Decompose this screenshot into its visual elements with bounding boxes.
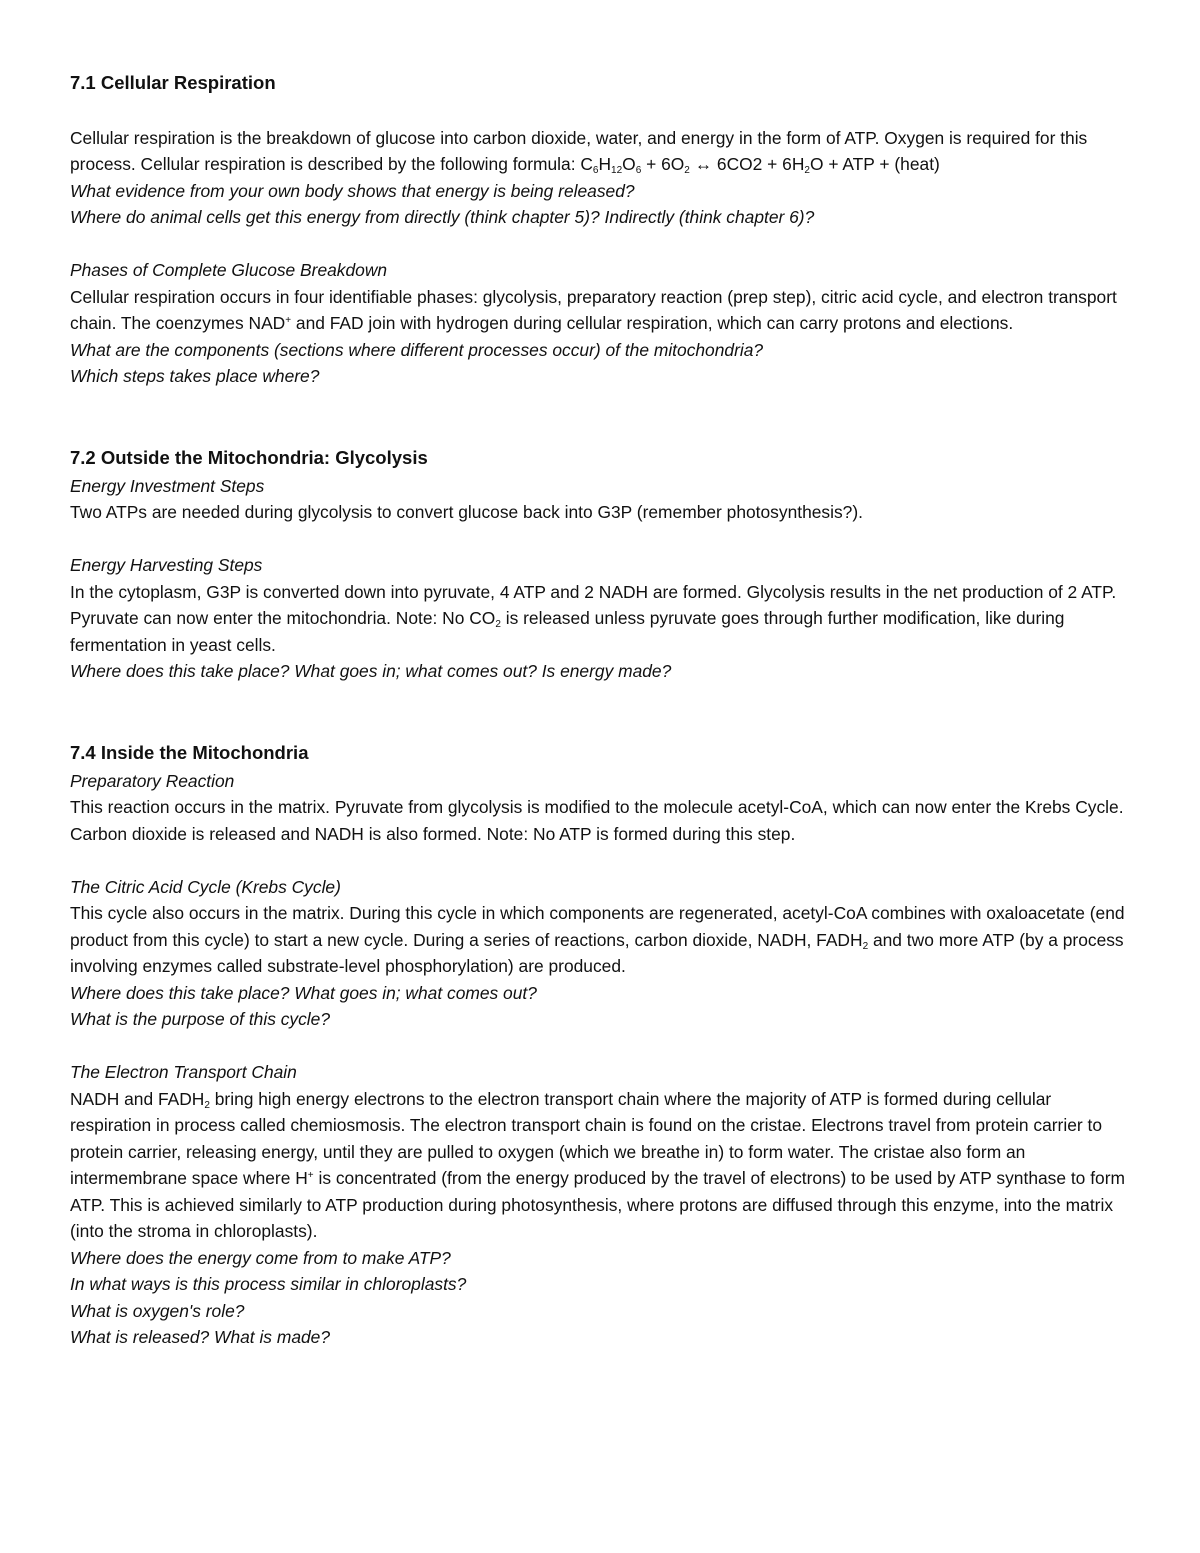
question: In what ways is this process similar in chloroplasts? bbox=[70, 1274, 467, 1294]
question: What is released? What is made? bbox=[70, 1327, 331, 1347]
section-heading-7-4: 7.4 Inside the Mitochondria bbox=[70, 741, 309, 763]
question: Which steps takes place where? bbox=[70, 366, 320, 386]
paragraph-energy-harvesting: In the cytoplasm, G3P is converted down into pyruvate, 4 ATP and 2 NADH are formed. Glycolysis results in the net production of 2 ATP. Pyruvate can now enter the mitochondria. Note: No $CO_2$ is released unless pyruvate goes through further modification, like during fermentation in yeast cells. bbox=[70, 581, 1117, 655]
subsection-title: Energy Investment Steps bbox=[70, 475, 265, 496]
section-heading-7-2: 7.2 Outside the Mitochondria: Glycolysis bbox=[70, 446, 428, 468]
paragraph-energy-investment: Two ATPs are needed during glycolysis to convert glucose back into G3P (remember photosynthesis?). bbox=[70, 502, 863, 522]
question: Where does the energy come from to make ATP? bbox=[70, 1247, 451, 1268]
paragraph-electron-transport-chain: NADH and $FADH_2$ bring high energy electrons to the electron transport chain where the majority of ATP is formed during cellular respiration in process called chemiosmosis. The electron transport chain is found on the cristae. Electrons travel from protein carrier to protein carrier, releasing energy, until they are pulled to oxygen (which we breathe in) to form water. The cristae also form an intermembrane space where H+ is concentrated (from the energy produced by the travel of electrons) to be used by ATP synthase to form ATP. This is achieved similarly to ATP production during photosynthesis, where protons are diffused through this enzyme, into the matrix (into the stroma in chloroplasts). bbox=[70, 1088, 1125, 1241]
question: Where does this take place? What goes in; what comes out? Is energy made? bbox=[70, 661, 672, 681]
subsection-title: Preparatory Reaction bbox=[70, 770, 235, 791]
question: Where does this take place? What goes in; what comes out? bbox=[70, 982, 537, 1003]
subsection-title: Energy Harvesting Steps bbox=[70, 555, 263, 575]
question: What is the purpose of this cycle? bbox=[70, 1009, 331, 1029]
paragraph-respiration-formula: Cellular respiration is the breakdown of glucose into carbon dioxide, water, and energy in the form of ATP. Oxygen is required for this process. Cellular respiration is described by the following formula: $C_6H_{12}O_6 + 6O_2$ ↔ $6CO2 + 6H_2O$ + ATP + (heat) bbox=[70, 127, 1088, 176]
paragraph-phases: Cellular respiration occurs in four identifiable phases: glycolysis, preparatory reaction (prep step), citric acid cycle, and electron transport chain. The coenzymes NAD+ and FAD join with hydrogen during cellular respiration, which can carry protons and elections. bbox=[70, 286, 1117, 333]
question: What are the components (sections where different processes occur) of the mitochondria? bbox=[70, 339, 764, 360]
subsection-title: The Electron Transport Chain bbox=[70, 1062, 297, 1082]
paragraph-preparatory-reaction: This reaction occurs in the matrix. Pyruvate from glycolysis is modified to the molecule acetyl-CoA, which can now enter the Krebs Cycle. Carbon dioxide is released and NADH is also formed. Note: No ATP is formed during this step. bbox=[70, 797, 1124, 844]
question: What is oxygen's role? bbox=[70, 1300, 245, 1321]
subsection-title: Phases of Complete Glucose Breakdown bbox=[70, 260, 388, 280]
section-heading-7-1: 7.1 Cellular Respiration bbox=[70, 72, 276, 93]
paragraph-citric-acid-cycle: This cycle also occurs in the matrix. During this cycle in which components are regenerated, acetyl-CoA combines with oxaloacetate (end product from this cycle) to start a new cycle. During a series of reactions, carbon dioxide, NADH, $FADH_2$ and two more ATP (by a process involving enzymes called substrate-level phosphorylation) are produced. bbox=[70, 903, 1125, 976]
question: What evidence from your own body shows that energy is being released? bbox=[70, 180, 635, 201]
question: Where do animal cells get this energy from directly (think chapter 5)? Indirectly (think chapter 6)? bbox=[70, 207, 815, 227]
subsection-title: The Citric Acid Cycle (Krebs Cycle) bbox=[70, 876, 341, 897]
